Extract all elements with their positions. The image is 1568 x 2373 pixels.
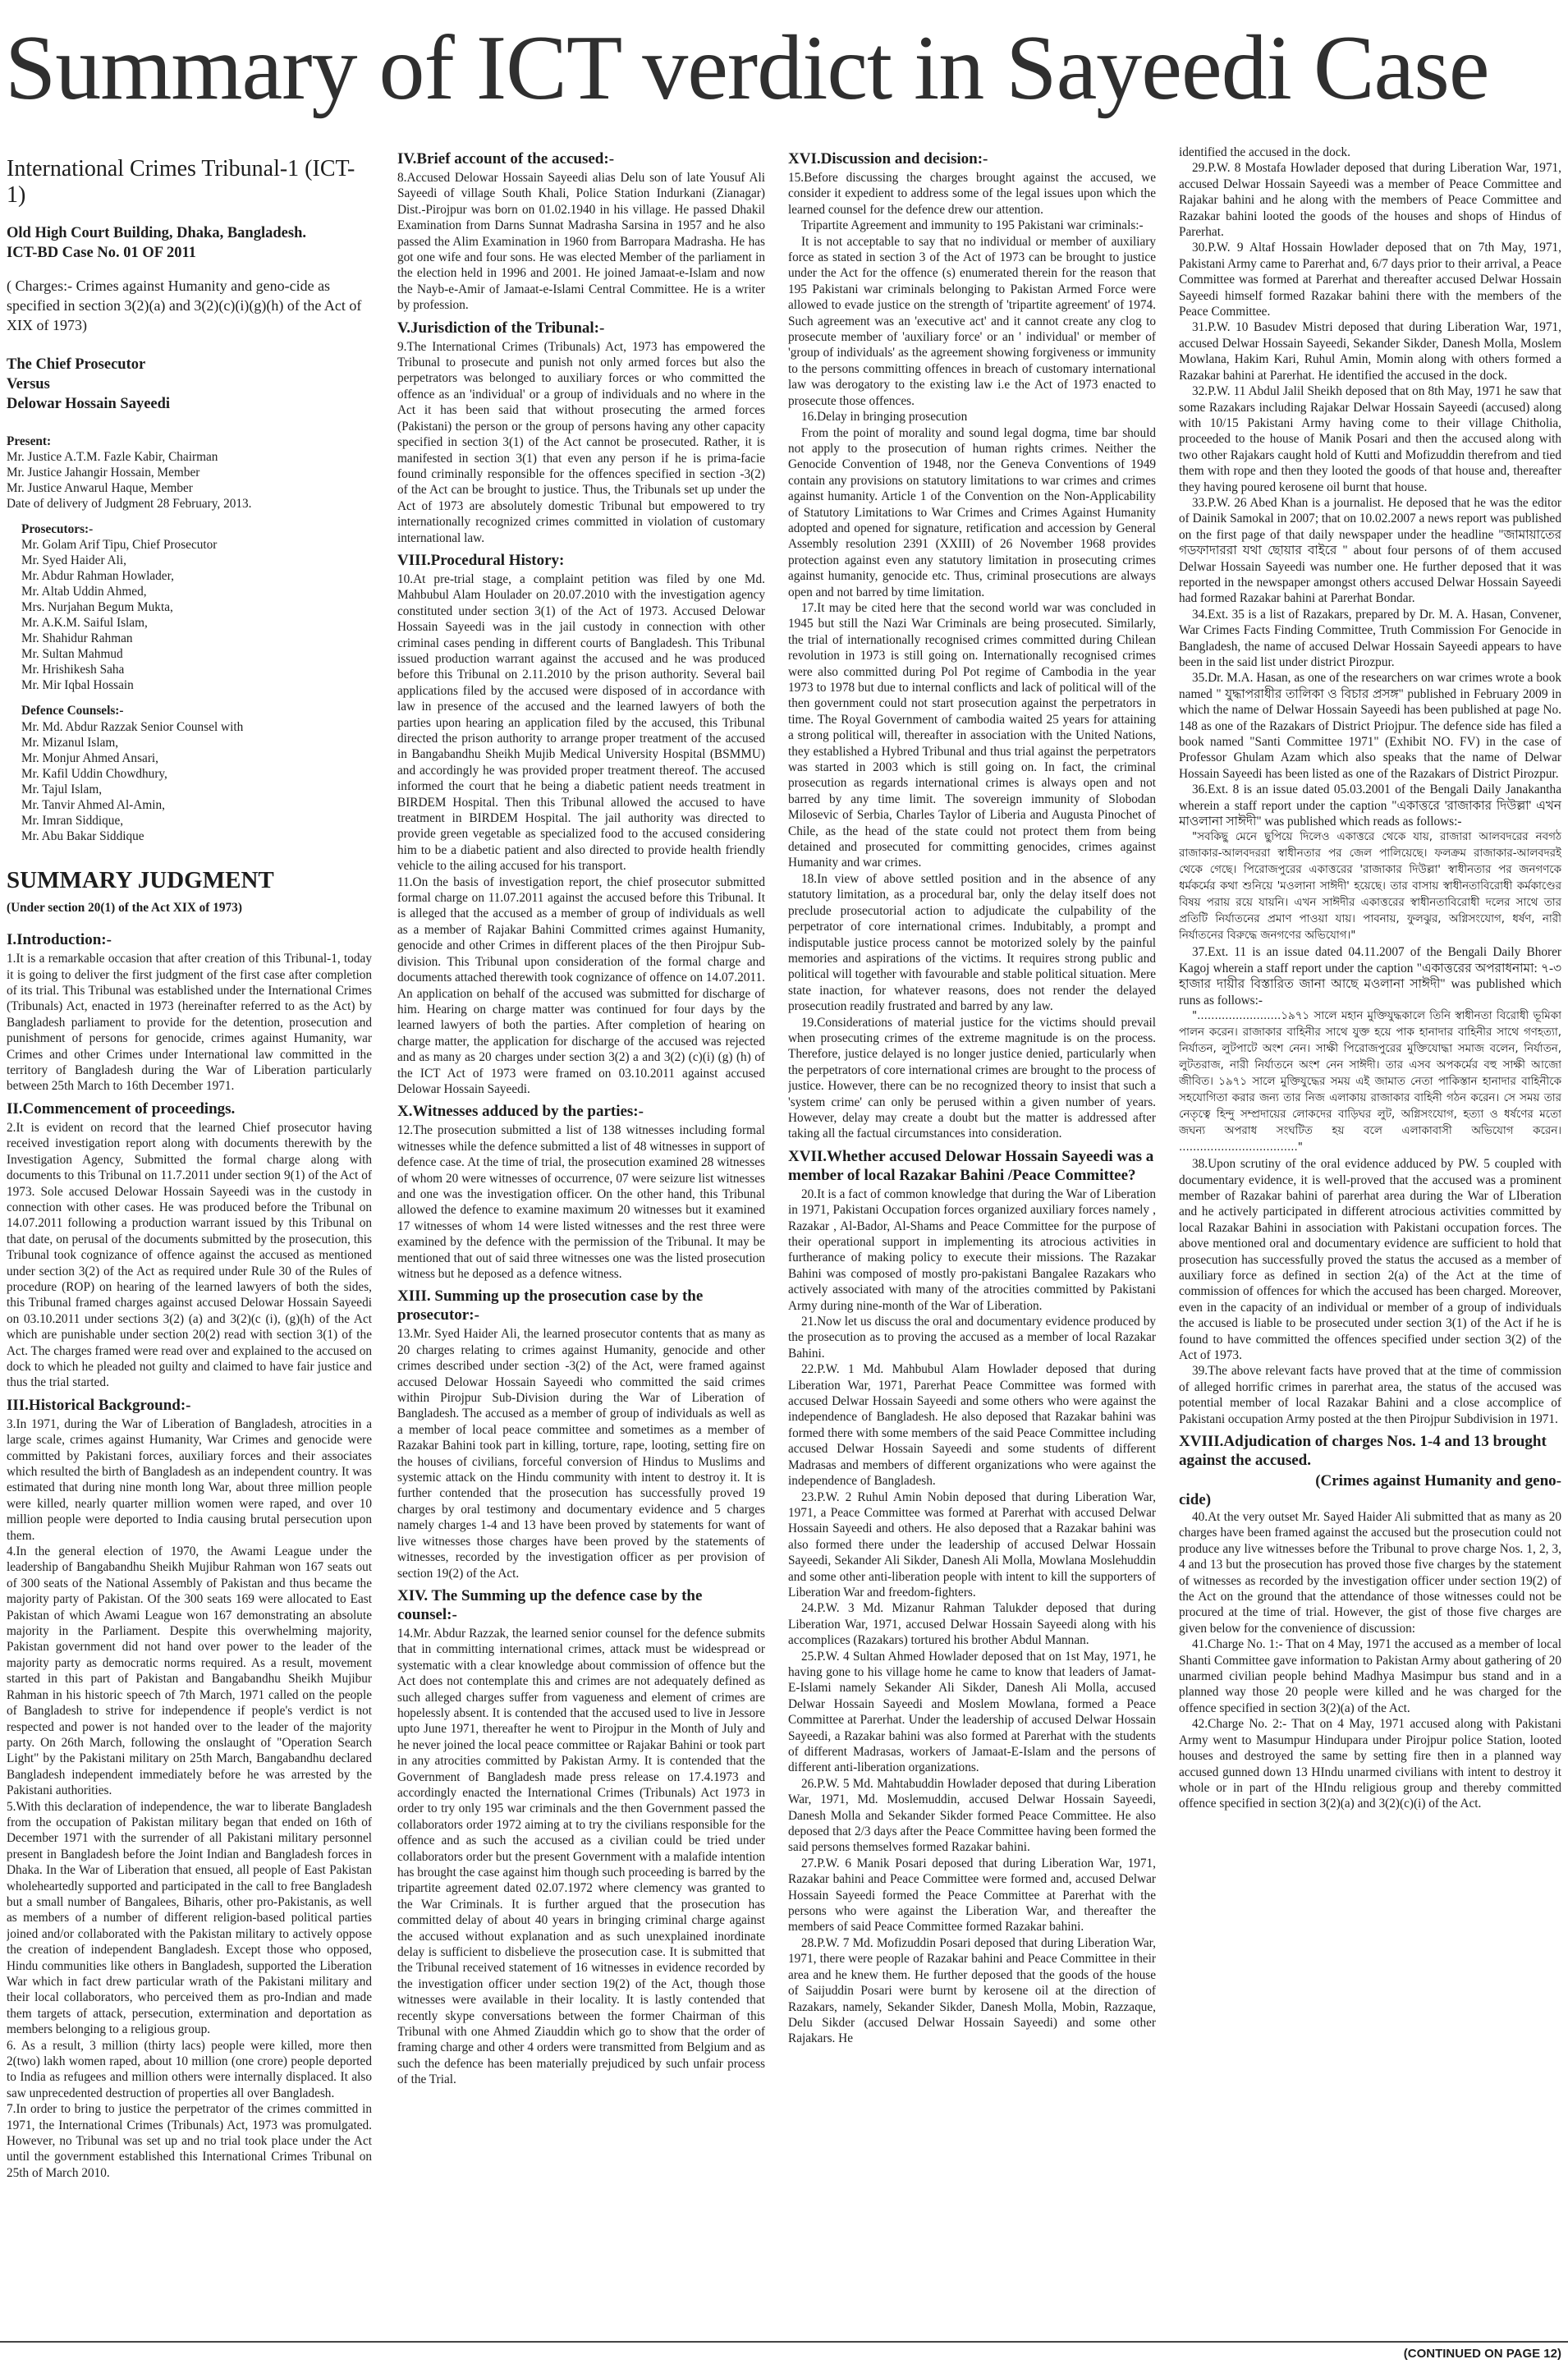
continued-note: (CONTINUED ON PAGE 12) [1403,2347,1561,2361]
section-heading: III.Historical Background:- [7,1396,191,1414]
list-item: Mr. Imran Siddique, [21,813,124,828]
prosecutors-list [7,537,372,693]
paragraph: 37.Ext. 11 is an issue dated 04.11.2007 of the Bengali Daily Bhorer Kagoj wherein a staff report under the caption "একাত্তরের অপরাধনামা: ৭-৩ হাজার দায়ীর বিস্তারিত জানা আছে মওলানা সাঈদী" was published which runs as follows:- [1179,945,1561,1007]
summary-judgment-title: SUMMARY JUDGMENT [7,866,274,893]
paragraph: 24.P.W. 3 Md. Mizanur Rahman Talukder deposed that during Liberation War, 1971, accused Delwar Hossain Sayeedi along with his accomplices (Razakars) tortured his brother Abdul Mannan. [788,1601,1156,1648]
bengali-quote: "সবকিছু মেনে ছুপিয়ে দিলেও একাত্তরে থেকে যায়, রাজারা আলবদরের নবগঠ রাজাকার-আলবদররা স্বাধীনতার পর জেল পালিয়েছে। ফলক্রম রাজাকার-আলবদরই থেকে গেছে। পিরোজপুরের একাত্তরের 'রাজাকার দিউল্লা' স্বাধীনতার পর জনগণকে ধর্মকর্মের কথা শুনিয়ে 'মওলানা সাঈদী' হয়েছে। তার বাসায় স্বাধীনতাবিরোধী কর্মকাণ্ডের বিষয় পরায় রয়ে যায়নি। এখন সাঈদীর একাত্তরের স্বাধীনতাবিরোধী দলের সাথে তার প্রতিটি নির্যাতনের প্রমাণ পাওয়া যায়। পাবনায়, ফুলঝুর, অগ্নিসংযোগ, ধর্ষণ, নারী নির্যাতনের বিরুদ্ধে জনগণের অভিযোগ।" [1179,831,1561,943]
paragraph: 14.Mr. Abdur Razzak, the learned senior counsel for the defence submits that in committing international crimes, attack must be widespread or systematic with a clear knowledge about commission of offence but the Act does not contemplate this and crimes are not adequately defined as such alleged charges suffer from vagueness and element of crimes are hopelessly absent. It is contended that the accused used to live in Jessore upto June 1971, thereafter he went to Pirojpur in the Month of July and he never joined the local peace committee or Rajakar Bahini or took part in any atrocities committed by Pakistan Army. It is contended that the Government of Bangladesh made press release on 17.4.1973 and accordingly enacted the International Crimes (Tribunals) Act 1973 in order to try only 195 war criminals and the then Government passed the collaborators order 1972 aiming at to try the civilians responsible for the offence and as such the accused as a civilian could be tried under collaborators order but the present Government with a malafide intention has brought the case against him though such proceeding is barred by the tripartite agreement dated 02.07.1972 where clemency was granted to the War Criminals. It is further argued that the prosecution has committed delay of about 40 years in bringing criminal charge against the accused without explanation and as such unexplained inordinate delay is sufficient to disbelieve the prosecution case. It is submitted that the Tribunal received statement of 16 witnesses in evidence recorded by the investigation officer under section 19(2) of the Act, though those witnesses were available in their locality. It is lastly contended that recently skype conversations between the former Chairman of this Tribunal with one Ahmed Ziauddin which go to show that the order of framing charge and other 4 orders were transmitted from Belgium and as such the defence has been materially prejudiced by such unfair process of the Trial. [397,1626,765,2087]
list-item: Mr. Tanvir Ahmed Al-Amin, [21,797,165,812]
paragraph: 36.Ext. 8 is an issue dated 05.03.2001 of the Bengali Daily Janakantha wherein a staff report under the caption "একাত্তরে 'রাজাকার দিউল্লা' এখন মাওলানা সাঈদী" was published which reads as follows:- [1179,783,1561,829]
column-4 [1179,145,1561,2333]
list-item: Mr. Kafil Uddin Chowdhury, [21,766,167,781]
bengali-quote: "........................১৯৭১ সালে মহান মুক্তিযুদ্ধকালে তিনি স্বাধীনতা বিরোধী ভূমিকা পালন করেন। রাজাকার বাহিনীর সাথে যুক্ত হয়ে পাক হানাদার বাহিনীর সাথে গণহত্যা, নির্যাতন, লুটপাটে অংশ নেন। সাক্ষী পিরোজপুরের মুক্তিযোদ্ধা সমাজ বলেন, নির্যাতন, লুটতরাজ, নারী নির্যাতনে অংশ নেন সাঈদী। তার এসব অপকর্মের বহু সাক্ষী আজো জীবিত। ১৯৭১ সালে মুক্তিযুদ্ধের সময় এই জামাত নেতা পাকিস্তান হানাদার বাহিনীকে সহযোগিতা করার জন্য তার নিজ এলাকায় রাজাকার বাহিনী গঠন করেন। সে সময় তার নেতৃত্বে হিন্দু সম্প্রদায়ের লোকদের বাড়িঘর লুট, অগ্নিসংযোগ, হত্যা ও ধর্ষণের মতো জঘন্য অপরাধ সংঘটিত হয় বলে এলাকাবাসী অভিযোগ করেন। .................................." [1179,1010,1561,1154]
paragraph: 15.Before discussing the charges brought against the accused, we consider it expedient to address some of the legal issues upon which the learned counsel for the defence drew our attention. [788,171,1156,217]
paragraph: 2.It is evident on record that the learned Chief prosecutor having received investigation report along with documents therewith by the Investigation Agency, Submitted the formal charge along with documents to this Tribunal on 11.7.2011 under section 9(1) of the Act of 1973. Sole accused Delowar Hossain Sayeedi was in the custody in connection with other cases. He was produced before the Tribunal on 14.07.2011 following a production warrant issued by this Tribunal on that date, on perusal of the documents submitted by the prosecution, this Tribunal took cognizance of offence against the accused as mentioned under section 3(2) of the Act as required under Rule 30 of the Rules of procedure (ROP) on hearing of the learned lawyers of both the sides, this Tribunal framed charges against accused Delowar Hossain Sayeedi on 03.10.2011 under sections 3(2) (a) and 3(2)(c (i), (g)(h) of the Act which are punishable under section 20(2) read with section 3(1) of the Act. The charges framed were read over and explained to the accused on dock to which he pleaded not guilty and claimed to have fair justice and thus the trial started. [7,1120,372,1390]
list-item: Mr. Mir Iqbal Hossain [21,678,134,693]
bench-line: Date of delivery of Judgment 28 February, 2013. [7,497,252,511]
bottom-rule [0,2341,1568,2343]
paragraph: From the point of morality and sound legal dogma, time bar should not apply to the prosecution of human rights crimes. Neither the Genocide Convention of 1948, nor the Geneva Conventions of 1949 contain any provisions on statutory limitations to war crimes and crimes against humanity. Article 1 of the Convention on the Non-Applicability of Statutory Limitations to War Crimes and Crimes Against Humanity adopted and opened for signature, retification and accession by General Assembly resolution 2391 (XXIII) of 26 November 1968 provides protection against even any statutory limitation in prosecuting crimes against humanity, genocide etc. Thus, criminal prosecutions are always open and not barred by time limitation. [788,425,1156,599]
paragraph: 1.It is a remarkable occasion that after creation of this Tribunal-1, today it is going to deliver the first judgment of the first case after completion of its trial. This Tribunal was established under the International Crimes (Tribunals) Act, enacted in 1973 (hereinafter referred to as the Act) by Bangladesh parliament to provide for the detention, prosecution and punishment of persons for genocide, crimes against Humanity, war Crimes and other Crimes under International law committed in the territory of Bangladesh during the War of Liberation particularly between 25th March to 16th December 1971. [7,952,372,1094]
prosecutors-heading: Prosecutors:- [21,522,94,536]
paragraph: 31.P.W. 10 Basudev Mistri deposed that during Liberation War, 1971, accused Delwar Hossain Sayeedi, Sekander Sikder, Danesh Molla, Moslem Mowlana, Hakim Kari, Ruhul Amin, Momin along with others formed a Razakar bahini at Parerhat. He identified the accused in the dock. [1179,320,1561,383]
paragraph: It is not acceptable to say that no individual or member of auxiliary force as stated in section 3 of the Act of 1973 can be brought to justice under the Act for the offence (s) enumerated therein for the reason that 195 Pakistani war criminals belonging to Pakistan Armed Force were allowed to evade justice on the strength of 'tripartite agreement' of 1974. Such agreement was an 'executive act' and it cannot create any clog to prosecute member of 'auxiliary force' or an ' individual' or member of 'group of individuals' as the agreement showing forgiveness or immunity to the persons committing offences in breach of customary international law was derogatory to the existing law i.e the Act of 1973 enacted to prosecute those offences. [788,234,1156,408]
paragraph: 16.Delay in bringing prosecution [801,410,968,425]
summary-judgment-subtitle: (Under section 20(1) of the Act XIX of 1973) [7,900,242,915]
section-heading: IV.Brief account of the accused:- [397,150,615,168]
paragraph: 20.It is a fact of common knowledge that during the War of Liberation in 1971, Pakistani Occupation forces organized auxiliary forces namely , Razakar , Al-Bador, Al-Shams and Peace Committee for the purpose of their operational support in implementing its atrocious activities in furtherance of making policy to execute their missions. The Razakar Bahini was composed of mostly pro-pakistani Bangalee Razakars who actively associated with many of the atrocities committed by Pakistani Army during nine-month of the War of Liberation. [788,1186,1156,1313]
column-1 [7,145,372,2333]
paragraph: 4.In the general election of 1970, the Awami League under the leadership of Bangabandhu Sheikh Mujibur Rahman won 167 seats out of 300 seats of the National Assembly of Pakistan and thus became the majority party of Pakistan. Of the 300 seats 169 were allocated to East Pakistan of which Awami League won 167 demonstrating an absolute majority in the Parliament. Despite this overwhelming majority, Pakistan government did not hand over power to the leader of the majority party as democratic norms required. As a result, movement started in this part of Pakistan and Bangabandhu Sheikh Mujibur Rahman in his historic speech of 7th March, 1971 called on the people of Bangladesh to strive for independence if people's verdict is not respected and power is not handed over to the leader of the majority party. On 26th March, following the onslaught of "Operation Search Light" by the Pakistani military on 25th March, Bangabandhu declared Bangladesh independent immediately before he was arrested by the Pakistani authorities. [7,1545,372,1798]
list-item: Mr. Syed Haider Ali, [21,553,126,568]
paragraph: 30.P.W. 9 Altaf Hossain Howlader deposed that on 7th May, 1971, Pakistani Army came to Parerhat and, 6/7 days prior to their arrival, a Peace Committee was formed at Parerhat and thereafter accused Delwar Hossain Sayeedi himself formed Razakar bahini there with the members of the Peace Committee. [1179,241,1561,319]
list-item: Mr. Abdur Rahman Howlader, [21,569,174,584]
list-item: Mr. Altab Uddin Ahmed, [21,585,147,599]
list-item: Mr. Golam Arif Tipu, Chief Prosecutor [21,538,218,553]
paragraph: 39.The above relevant facts have proved that at the time of commission of alleged horrific crimes in parerhat area, the status of the accused was potential member of local Razakar Bahini and a close accomplice of Pakistani occupation Army posted at the then Pirojpur Subdivision in 1971. [1179,1364,1561,1426]
paragraph: identified the accused in the dock. [1179,145,1350,159]
list-item: Mr. Hrishikesh Saha [21,663,125,677]
paragraph: Tripartite Agreement and immunity to 195 Pakistani war criminals:- [801,218,1144,233]
bench-list [7,434,372,512]
court-address: Old High Court Building, Dhaka, Bangladesh. [7,225,306,241]
section-heading: XVII.Whether accused Delowar Hossain Sayeedi was a member of local Razakar Bahini /Peace Committee? [788,1147,1154,1184]
paragraph: 35.Dr. M.A. Hasan, as one of the researchers on war crimes wrote a book named " যুদ্ধাপরাধীর তালিকা ও বিচার প্রসঙ্গ" published in February 2009 in which the name of Delwar Hossain Sayeedi has been published at page No. 148 as one of the Razakars of District Priojpur. The defence side has filed a book named "Santi Committee 1971" (Exhibit NO. FV) in the case of Professor Ghulam Azam which also speaks that the name of Delwar Hossain Sayeedi has been listed as one of the Razakars of District Pirozpur. [1179,671,1561,781]
paragraph: 33.P.W. 26 Abed Khan is a journalist. He deposed that he was the editor of Dainik Samokal in 2007; that on 10.02.2007 a news report was published on the first page of that daily newspaper under the headline "জামায়াতের গডফাদাররা যথা ছোয়ার বাইরে " about four persons of of them accused Delwar Hossain Sayeedi was number one. He further deposed that it was reported in the newspaper amongst others accused Delwar Hossain Sayeedi had formed Razakar bahini at Parerhat Bondar. [1179,495,1561,606]
case-title: International Crimes Tribunal-1 (ICT-1) [7,156,355,208]
paragraph: 29.P.W. 8 Mostafa Howlader deposed that during Liberation War, 1971, accused Delwar Hossain Sayeedi was a member of Peace Committee and Rajakar bahini and he along with the members of Peace Committee and Razakar bahini looted the goods of the houses and shops of Hindus of Parerhat. [1179,161,1561,240]
section-heading: XIV. The Summing up the defence case by the counsel:- [397,1586,703,1623]
paragraph: 22.P.W. 1 Md. Mahbubul Alam Howlader deposed that during Liberation War, 1971, Parerhat Peace Committee was formed with accused Delwar Hossain Sayeedi and some others who were against the independence of Bangladesh. He also deposed that Razakar bahini was formed there with some members of the said Peace Committee including accused Delwar Hossain Sayeedi and some students of different Madrasas and members of different organizations who were against the independence of Bangladesh. [788,1362,1156,1489]
section-heading: XIII. Summing up the prosecution case by the prosecutor:- [397,1287,704,1324]
section-heading: XVI.Discussion and decision:- [788,150,988,168]
bench-line: Mr. Justice A.T.M. Fazle Kabir, Chairman [7,450,218,464]
paragraph: 23.P.W. 2 Ruhul Amin Nobin deposed that during Liberation War, 1971, a Peace Committee was formed at Parerhat with accused Delwar Hossain Sayeedi and others. He also deposed that a Razakar bahini was also formed there under the leadership of accused Delwar Hossain Sayeedi, Sekander Ali Sikder, Danesh Ali Molla, Mowlana Moslehuddin and some other anti-liberation people with intent to kill the supporters of Liberation War and freedom-fighters. [788,1489,1156,1600]
list-item: Mrs. Nurjahan Begum Mukta, [21,600,173,615]
column-2 [397,145,765,2333]
paragraph: 10.At pre-trial stage, a complaint petition was filed by one Md. Mahbubul Alam Houlader on 20.07.2010 with the investigation agency constituted under section 3(1) of the Act of 1973. Accused Delowar Hossain Sayeedi was in the jail custody in connection with other criminal cases pending in different courts of Bangladesh. This Tribunal issued production warrant against the accused and he was produced before this Tribunal on 2.11.2010 by the prison authority. Several bail applications filed by the accused were disposed of in accordance with law in presence of the accused and the learned lawyers of both the parties upon hearing an application filed by the accused, this Tribunal directed the prison authority to arrange proper treatment of the accused in Bangabandhu Sheikh Mujib Medical University Hospital (BSMMU) and accordingly he was provided proper treatment thereof. The accused informed the court that he being a diabetic patient needs treatment in BIRDEM Hospital. Then this Tribunal allowed the accused to have treatment in BIRDEM Hospital. The jail authority was directed to provide green vegetable as specialized food to the accused considering him to be a diabetic patient and also directed to provide health friendly vehicle to the ailing accused for his transport. [397,571,765,874]
party-accused: Delowar Hossain Sayeedi [7,396,171,412]
paragraph: 25.P.W. 4 Sultan Ahmed Howlader deposed that on 1st May, 1971, he having gone to his village home he came to know that leaders of Jamat-E-Islami namely Sekander Ali Sikder, Danesh Ali Molla, accused Delwar Hossain Sayeedi and Moslem Mowlana, formed a Peace Committee at Parerhat. Under the leadership of accused Delwar Hossain Sayeedi, a Razakar bahini was also formed at Parerhat with the students of different Madrasas, workers of Jamaat-E-Islam and the persons of different anti-liberation organizations. [788,1649,1156,1775]
paragraph: 32.P.W. 11 Abdul Jalil Sheikh deposed that on 8th May, 1971 he saw that some Razakars including Rajakar Delwar Hossain Sayeedi (accused) along with 10/15 Pakistani Army having come to their village Chitholia, proceeded to the house of Manik Posari and then the accused along with two other Rajakars caught hold of Kutti and Mofizuddin therefrom and tied them with rope and then they looted the goods of that house and, thereafter they having poured kerosene oil burnt that house. [1179,384,1561,494]
paragraph: 9.The International Crimes (Tribunals) Act, 1973 has empowered the Tribunal to prosecute and punish not only armed forces but also the perpetrators was belonged to auxiliary forces or who committed the offence as an 'individual' or a group of individuals and no where in the Act it has been said that without prosecuting the armed forces (Pakistani) the person or the group of persons having any other capacity specified in section 3(1) of the Act cannot be prosecuted. Rather, it is manifested in section 3(1) that even any person if he is prima-facie found criminally responsible for the offences specified in section -3(2) of the Act can be brought to justice. Thus, the Tribunals set up under the Act of 1973 are absolutely domestic Tribunal but empowered to try internationally recognized crimes committed in violation of customary international law. [397,339,765,545]
list-item: Mr. Shahidur Rahman [21,631,133,646]
case-number: ICT-BD Case No. 01 OF 2011 [7,245,196,261]
bench-line: Present: [7,434,52,448]
paragraph: 7.In order to bring to justice the perpetrator of the crimes committed in 1971, the International Crimes (Tribunals) Act, 1973 was promulgated. However, no Tribunal was set up and no trial took place under the Act until the government established this International Crimes Tribunal on 25th of March 2010. [7,2102,372,2180]
masthead-title: Summary of ICT verdict in Sayeedi Case [5,17,1489,119]
defence-heading: Defence Counsels:- [21,704,124,718]
list-item: Mr. Tajul Islam, [21,782,103,796]
section-subheading: (Crimes against Humanity and geno- [1315,1472,1561,1489]
paragraph: 34.Ext. 35 is a list of Razakars, prepared by Dr. M. A. Hasan, Convener, War Crimes Facts Finding Committee, Truth Commission For Genocide in Bangladesh, the name of accused Delwar Hossain Sayeedi appears to have been in the said list under district Pirozpur. [1179,607,1561,669]
paragraph: 40.At the very outset Mr. Sayed Haider Ali submitted that as many as 20 charges have been framed against the accused but the prosecution could not produce any live witnesses before the Tribunal to prove charge Nos. 1, 2, 3, 4 and 13 but the prosecution has proved those five charges by the statement of witnesses as recorded by the investigation officer under section 19(2) of the Act on the ground that the attendance of those witnesses could not be procured at the time of trial. However, the gist of those five charges are given below for the convenience of discussion: [1179,1510,1561,1636]
list-item: Mr. Md. Abdur Razzak Senior Counsel with [21,719,244,734]
list-item: Mr. Monjur Ahmed Ansari, [21,750,158,765]
paragraph: 42.Charge No. 2:- That on 4 May, 1971 accused along with Pakistani Army went to Masumpur Hindupara under Pirojpur police Station, looted houses and destroyed the same by setting fire then in a planned way accused gunned down 13 HIndu unarmed civilians with intent to destroy it whole or in part of the HIndu religious group and thereby committed offence specified in section 3(2)(a) and 3(2)(c)(i) of the Act. [1179,1717,1561,1811]
section-heading: II.Commencement of proceedings. [7,1099,236,1118]
party-prosecutor: The Chief Prosecutor [7,356,146,373]
parties [7,355,372,414]
section-heading: I.Introduction:- [7,931,112,949]
section-heading: VIII.Procedural History: [397,551,565,569]
paragraph: 5.With this declaration of independence, the war to liberate Bangladesh from the occupation of Pakistan military began that ended on 16th of December 1971 with the surrender of all Pakistani military personnel present in Bangladesh before the Joint Indian and Bangladesh forces in Dhaka. In the War of Liberation that ensued, all people of East Pakistan wholeheartedly supported and participated in the call to free Bangladesh but a small number of Bangalees, Biharis, other pro-Pakistanis, as well as members of a number of different religion-based political parties joined and/or collaborated with the Pakistan military to actively oppose the creation of independent Bangladesh. Except those who opposed, Hindu communities like others in Bangladesh, supported the Liberation War which in fact drew particular wrath of the Pakistani military and their local collaborators, who perceived them as pro-Indian and made them targets of attack, persecution, extermination and deportation as members belonging to a religious group. [7,1799,372,2037]
paragraph: 6. As a result, 3 million (thirty lacs) people were killed, more then 2(two) lakh women raped, about 10 million (one crore) people deported to India as refugees and million others were internally displaced. It also saw unprecedented destruction of properties all over Bangladesh. [7,2038,372,2100]
paragraph: 11.On the basis of investigation report, the chief prosecutor submitted formal charge on 11.07.2011 against the accused before this Tribunal. It is alleged that the accused as a member of group of individuals as well as a member of Rajakar Bahini Committed crimes against Humanity, genocide and other Crimes in different places of the then Pirojpur Sub-division. This Tribunal upon consideration of the formal charge and documents attached therewith took cognizance of offence on 14.07.2011. An application on behalf of the accused was submitted for discharge of him. Hearing on charge matter was continued for four days by the learned lawyers of both the parties. After completion of hearing on charge matter, the application for discharge of the accused was rejected and as many as 20 charges under section 3(2) a and 3(2) (c)(i) (g) (h) of the ICT Act of 1973 were framed on 03.10.2011 against accused Delowar Hossain Sayeedi. [397,874,765,1096]
paragraph: 28.P.W. 7 Md. Mofizuddin Posari deposed that during Liberation War, 1971, there were people of Razakar bahini and Peace Committee in their area and he knew them. He further deposed that the goods of the house of Saijuddin Posari were burnt by kerosene oil at the direction of Razakars, namely, Sekander Sikder, Danesh Molla, Mobin, Razzaque, Delu Sikder (accused Delwar Hossain Sayeedi) and some other Rajakars. He [788,1935,1156,2046]
paragraph: 18.In view of above settled position and in the absence of any statutory limitation, as a procedural bar, only the delay itself does not preclude prosecutorial action to adjudicate the culpability of the perpetrator of core international crimes. Indubitably, a prompt and indisputable justice process cannot be motorized solely by the painful memories and aspirations of the victims. It requires strong public and political will together with favourable and stable political situation. Mere state inaction, for whatever reasons, does not render the delayed prosecution readily frustrated and barred by any law. [788,871,1156,1014]
section-heading: XVIII.Adjudication of charges Nos. 1-4 and 13 brought against the accused. [1179,1433,1547,1469]
list-item: Mr. Abu Bakar Siddique [21,828,144,843]
column-3 [788,145,1156,2333]
defence-list [7,719,372,844]
section-subheading: cide) [1179,1491,1212,1508]
list-item: Mr. Sultan Mahmud [21,647,123,662]
list-item: Mr. A.K.M. Saiful Islam, [21,616,148,631]
bench-line: Mr. Justice Jahangir Hossain, Member [7,466,200,480]
section-heading: X.Witnesses adduced by the parties:- [397,1103,644,1121]
charges-note: ( Charges:- Crimes against Humanity and geno-cide as specified in section 3(2)(a) and 3(2)(c)(i)(g)(h) of the Act of XIX of 1973) [7,278,362,333]
paragraph: 17.It may be cited here that the second world war was concluded in 1945 but still the Nazi War Criminals are being prosecuted. Similarly, the trial of internationally recognised crimes committed during Chilean revolution in 1973 is still going on. Internationally recognised crimes were also committed during Pol Pot regime of Cambodia in the year 1973 to 1978 but due to internal conflicts and lack of political will of the then government could not start prosecution against the perpetrators in time. The Royal Government of cambodia waited 25 years for attaining a strong political will, thereafter in association with the United Nations, they established a Hybred Tribunal and thus trial against the perpetrators was started in 2003 which is still going on. In fact, the criminal prosecution as regards international crimes is always open and not barred by any time limit. The sovereign immunity of Slobodan Milosevic of Serbia, Charles Taylor of Liberia and Augusta Pinochet of Chile, as the head of the state could not protect them from being detained and prosecuted for committing genocides, crimes against Humanity and war crimes. [788,600,1156,870]
list-item: Mr. Mizanul Islam, [21,735,119,750]
paragraph: 19.Considerations of material justice for the victims should prevail when prosecuting crimes of the extreme magnitude is on the process. Therefore, justice delayed is no longer justice denied, particularly when the perpetrators of core international crimes are brought to the process of justice. However, there can be no recognized theory to insist that such a 'system crime' can only be perused within a given number of years. However, delay may create a doubt but the matter is addressed after taking all the factual circumstances into consideration. [788,1015,1156,1141]
section-heading: V.Jurisdiction of the Tribunal:- [397,319,605,337]
court-info [7,223,372,263]
paragraph: 41.Charge No. 1:- That on 4 May, 1971 the accused as a member of local Shanti Committee gave information to Pakistan Army about gathering of 20 unarmed civilian people behind Madhya Masimpur bus stand and in a planned way those 20 people were killed and he was charged for the offence specified in section 3(2)(a) of the Act. [1179,1637,1561,1715]
paragraph: 8.Accused Delowar Hossain Sayeedi alias Delu son of late Yousuf Ali Sayeedi of village South Khali, Police Station Indurkani (Zianagar) Dist.-Pirojpur was born on 01.02.1940 in his village. He passed Dhakil Examination from Darns Sunnat Madrasha Sarsina in 1957 and he also passed the Alim Examination in 1960 from Barropara Madrasha. He has got one wife and four sons. He was elected Member of the parliament in the election held in 1996 and 2001. He joined Jamaat-e-Islam and now the Nayb-e-Amir of Jamaat-e-Islami Central Committee. He is a writer by profession. [397,171,765,313]
paragraph: 38.Upon scrutiny of the oral evidence adduced by PW. 5 coupled with documentary evidence, it is well-proved that the accused was a prominent member of Razakar bahini of parerhat area during the War of LIberation and he actively participated in different atrocious activities committed by local Razakar Bahini in association with Pakistani occupation forces. The above mentioned oral and documentary evidence are sufficient to hold that prosecution has successfully proved the status the accused as a member of auxiliary force as defined in section 2(a) of the Act at the time of commission of offences for which the accused has been charged. Moreover, even in the capacity of an individual or member of a group of individuals the accused is liable to be prosecuted under section 3(1) of the Act if he is found to have committed the offences specified under section 3(2) of the Act of 1973. [1179,1157,1561,1362]
paragraph: 21.Now let us discuss the oral and documentary evidence produced by the prosecution as to proving the accused as a member of local Razakar Bahini. [788,1315,1156,1361]
paragraph: 13.Mr. Syed Haider Ali, the learned prosecutor contents that as many as 20 charges relating to crimes against Humanity, genocide and other crimes described under section -3(2) of the Act, were framed against accused Delowar Hossain Sayeedi who committed the said crimes within Pirojpur Sub-Division during the War of Liberation of Bangladesh. The accused as a member of group of individuals as well as a member of local peace committee and sometimes as a member of Razakar Bahini took part in killing, torture, rape, looting, setting fire on the houses of civilians, forceful conversion of Hindus to Muslims and systemic attack on the Hindu community with intent to destroy it. It is further contended that the prosecution has successfully proved 19 charges by oral testimony and documentary evidence and 5 charges namely charges 1-4 and 13 have been proved by statements for want of live witnesses those charges have been proved by the statements of witnesses, recorded by the investigation officer as per provision of section 19(2) of the Act. [397,1327,765,1581]
party-versus: Versus [7,376,50,392]
paragraph: 26.P.W. 5 Md. Mahtabuddin Howlader deposed that during Liberation War, 1971, Md. Moslemuddin, accused Delwar Hossain Sayeedi, Danesh Molla and Sekander Sikder formed Peace Committee. He also deposed that 2/3 days after the Peace Committee having been formed the said persons themselves formed Razakar bahini. [788,1776,1156,1855]
bench-line: Mr. Justice Anwarul Haque, Member [7,481,193,495]
paragraph: 3.In 1971, during the War of Liberation of Bangladesh, atrocities in a large scale, crimes against Humanity, War Crimes and genocide were committed by Pakistani forces, auxiliary forces and their associates which resulted the birth of Bangladesh as an independent country. It was estimated that during nine month long War, about three million people were killed, nearly quarter million women were raped, and over 10 million people were deported to India causing brutal persecution upon them. [7,1416,372,1543]
paragraph: 12.The prosecution submitted a list of 138 witnesses including formal witnesses while the defence submitted a list of 48 witnesses in support of defence case. At the time of trial, the prosecution examined 28 witnesses of whom 20 were witnesses of occurrence, 07 were seizure list witnesses and one was the investigation officer. On the other hand, this Tribunal allowed the defence to examine maximum 20 witnesses but it examined 17 witnesses of whom 14 were listed witnesses and the rest three were examined by the defence with the permission of the Tribunal. It may be mentioned that out of said three witnesses one was the listed prosecution witness but he deposed as a defence witness. [397,1123,765,1281]
paragraph: 27.P.W. 6 Manik Posari deposed that during Liberation War, 1971, Razakar bahini and Peace Committee were formed and, accused Delwar Hossain Sayeedi formed the Peace Committee at Parerhat with the persons who were against the Liberation War, and thereafter the members of said Peace Committee formed Razakar bahini. [788,1856,1156,1935]
